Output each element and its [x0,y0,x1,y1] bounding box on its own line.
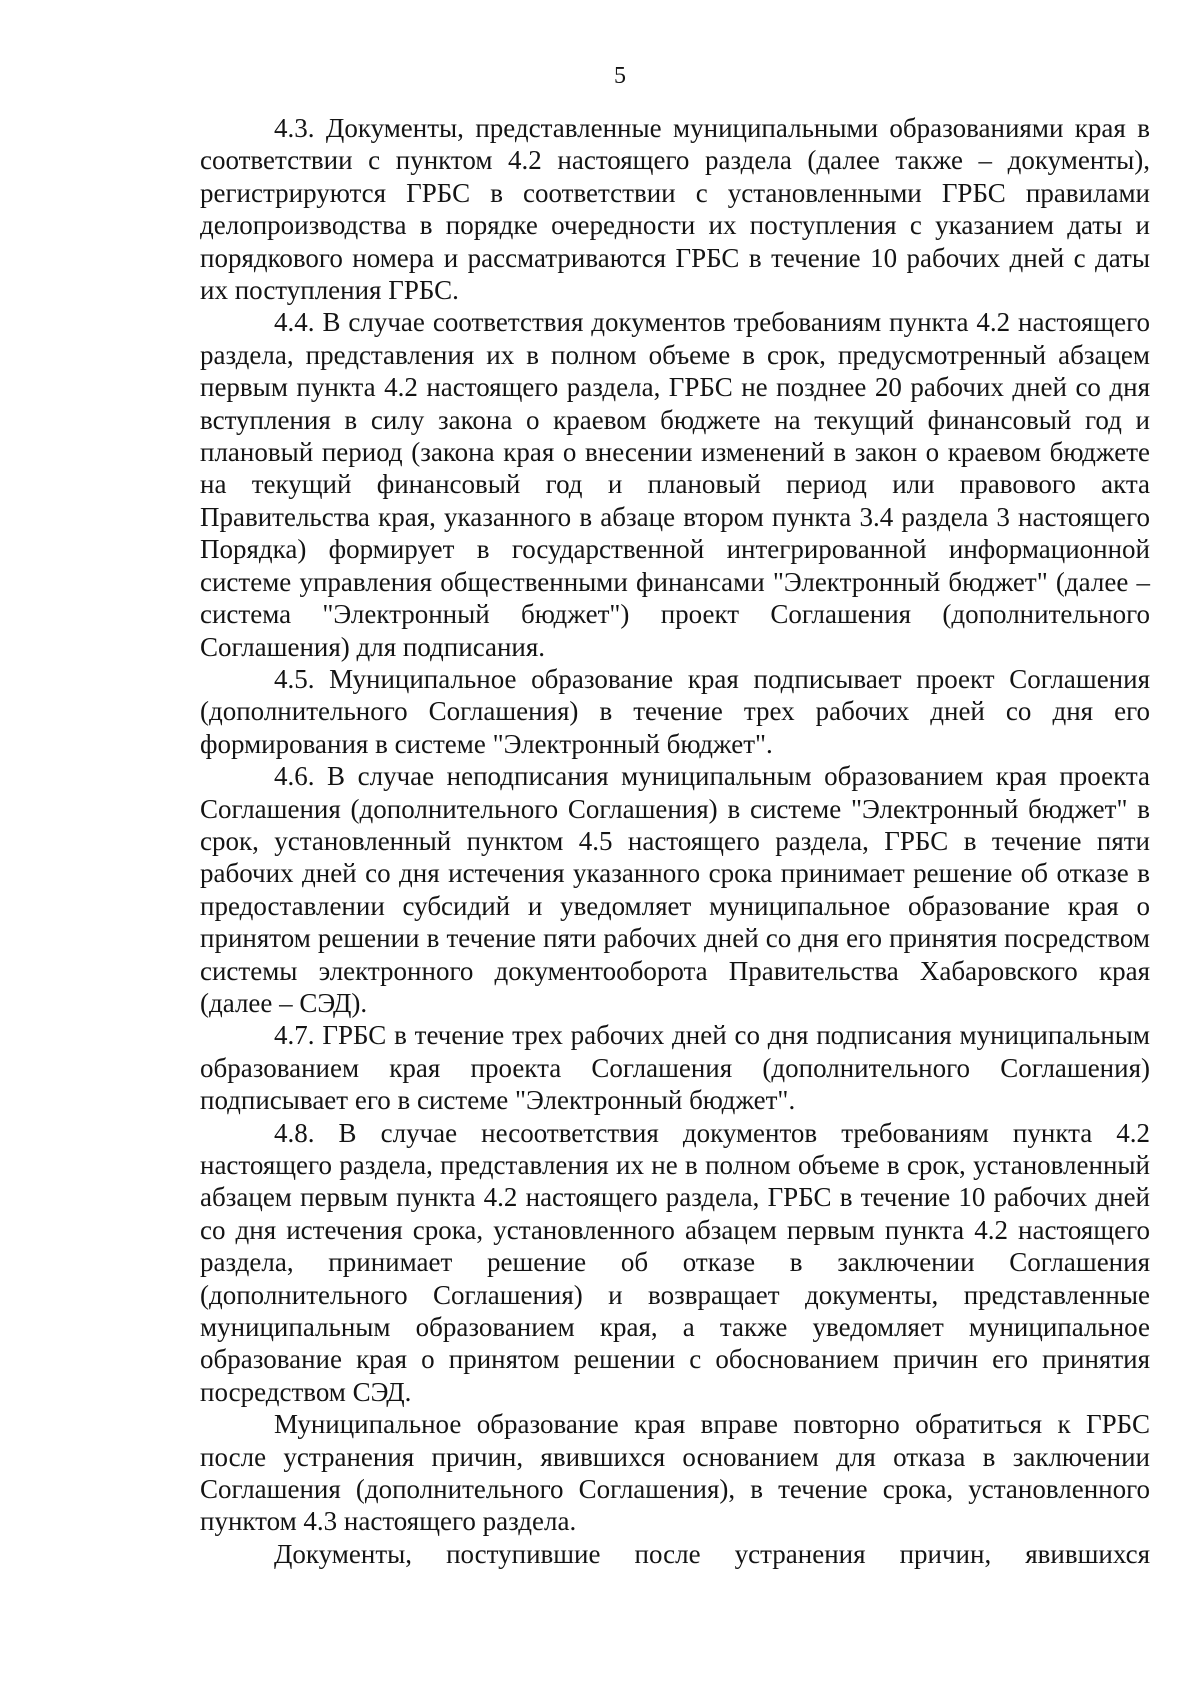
paragraph-4-7: 4.7. ГРБС в течение трех рабочих дней со дня подписания муниципальным образованием края проекта Соглашения (дополнительного Соглашения) подписывает его в системе "Электронный бюджет". [200,1020,1150,1116]
page-number: 5 [614,63,626,89]
paragraph-4-3: 4.3. Документы, представленные муниципальными образованиями края в соответствии с пунктом 4.2 настоящего раздела (далее также – документы), регистрируются ГРБС в соответствии с установленными ГРБС правилами делопроизводства в порядке очередности их поступления с указанием даты и порядкового номера и рассматриваются ГРБС в течение 10 рабочих дней с даты их поступления ГРБС. [200,113,1150,306]
paragraph-4-5: 4.5. Муниципальное образование края подписывает проект Соглашения (дополнительного Соглашения) в течение трех рабочих дней со дня его формирования в системе "Электронный бюджет". [200,663,1150,759]
paragraph-4-8: 4.8. В случае несоответствия документов требованиям пункта 4.2 настоящего раздела, представления их не в полном объеме в срок, установленный абзацем первым пункта 4.2 настоящего раздела, ГРБС в течение 10 рабочих дней со дня истечения срока, установленного абзацем первым пункта 4.2 настоящего раздела, принимает решение об отказе в заключении Соглашения (дополнительного Соглашения) и возвращает документы, представленные муниципальным образованием края, а также уведомляет муниципальное образование края о принятом решении с обоснованием причин его принятия посредством СЭД. [200,1117,1150,1407]
paragraph-4-4: 4.4. В случае соответствия документов требованиям пункта 4.2 настоящего раздела, представления их в полном объеме в срок, предусмотренный абзацем первым пункта 4.2 настоящего раздела, ГРБС не позднее 20 рабочих дней со дня вступления в силу закона о краевом бюджете на текущий финансовый год и плановый период (закона края о внесении изменений в закон о краевом бюджете на текущий финансовый год и плановый период или правового акта Правительства края, указанного в абзаце втором пункта 3.4 раздела 3 настоящего Порядка) формирует в государственной интегрированной информационной системе управления общественными финансами "Электронный бюджет" (далее – система "Электронный бюджет") проект Соглашения (дополнительного Соглашения) для подписания. [200,307,1150,662]
paragraph-documents-continued: Документы, поступившие после устранения причин, явившихся [274,1538,1150,1569]
document-body [200,112,1150,1570]
paragraph-4-6: 4.6. В случае неподписания муниципальным образованием края проекта Соглашения (дополнительного Соглашения) в системе "Электронный бюджет" в срок, установленный пунктом 4.5 настоящего раздела, ГРБС в течение пяти рабочих дней со дня истечения указанного срока принимает решение об отказе в предоставлении субсидий и уведомляет муниципальное образование края о принятом решении в течение пяти рабочих дней со дня его принятия посредством системы электронного документооборота Правительства Хабаровского края (далее – СЭД). [200,761,1150,1018]
paragraph-repeat-appeal: Муниципальное образование края вправе повторно обратиться к ГРБС после устранения причин, явившихся основанием для отказа в заключении Соглашения (дополнительного Соглашения), в течение срока, установленного пунктом 4.3 настоящего раздела. [200,1409,1150,1537]
